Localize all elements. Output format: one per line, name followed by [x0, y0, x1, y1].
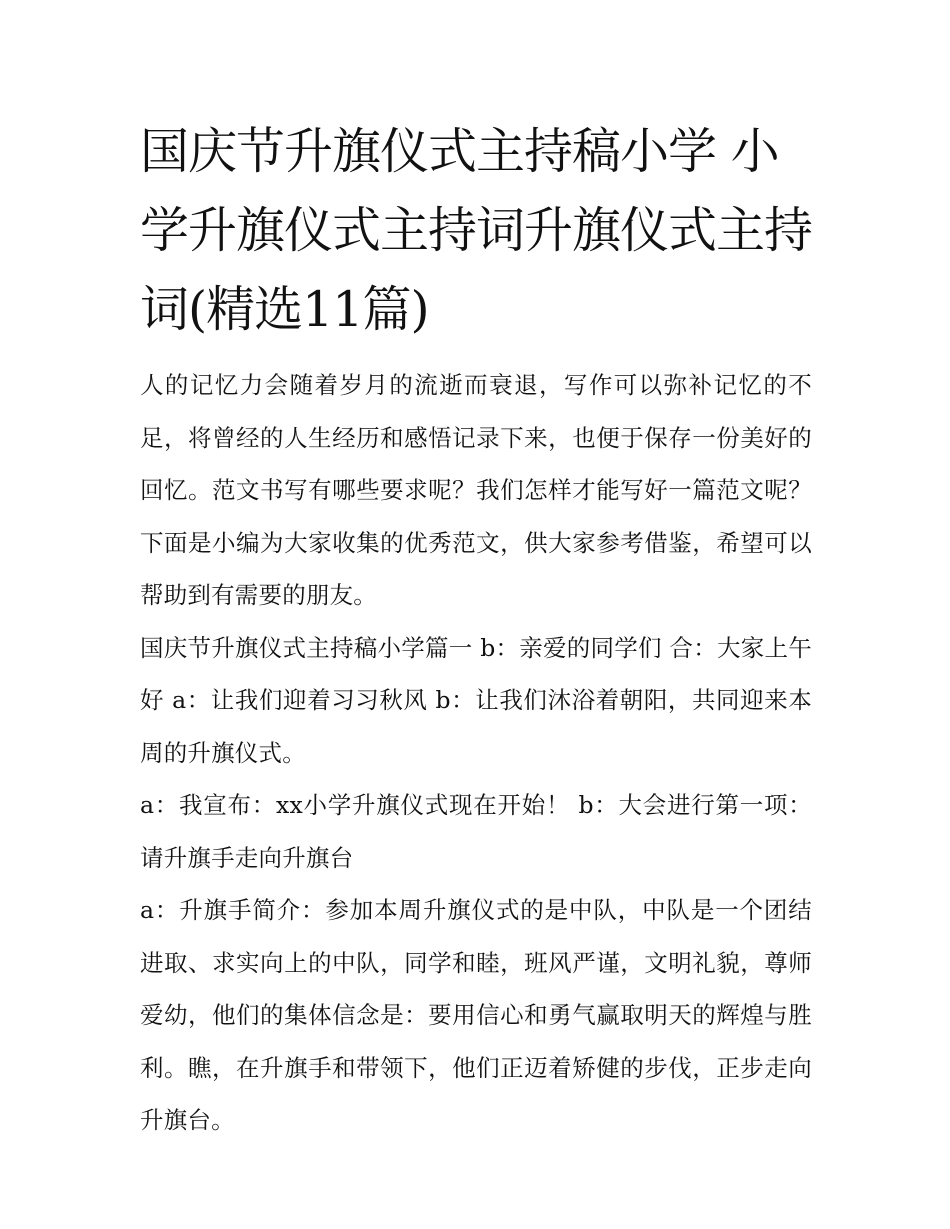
- body-paragraph-3: a：升旗手简介：参加本周升旗仪式的是中队，中队是一个团结进取、求实向上的中队，同学和睦，班风严谨，文明礼貌，尊师爱幼，他们的集体信念是：要用信心和勇气赢取明天的辉煌与胜利。瞧，在升旗手和带领下，他们正迈着矫健的步伐，正步走向升旗台。: [140, 896, 812, 1134]
- document-title: 国庆节升旗仪式主持稿小学 小学升旗仪式主持词升旗仪式主持词(精选11篇): [140, 123, 813, 338]
- document-page: [140, 112, 812, 1147]
- intro-paragraph: 人的记忆力会随着岁月的流逝而衰退，写作可以弥补记忆的不足，将曾经的人生经历和感悟记录下来，也便于保存一份美好的回忆。范文书写有哪些要求呢？我们怎样才能写好一篇范文呢？下面是小编为大家收集的优秀范文，供大家参考借鉴，希望可以帮助到有需要的朋友。: [140, 371, 812, 609]
- body-paragraph-1: 国庆节升旗仪式主持稿小学篇一 b：亲爱的同学们 合：大家上午好 a：让我们迎着习习秋风 b：让我们沐浴着朝阳，共同迎来本周的升旗仪式。: [140, 633, 812, 767]
- body-paragraph-2: a：我宣布：xx小学升旗仪式现在开始！ b：大会进行第一项：请升旗手走向升旗台: [140, 791, 812, 872]
